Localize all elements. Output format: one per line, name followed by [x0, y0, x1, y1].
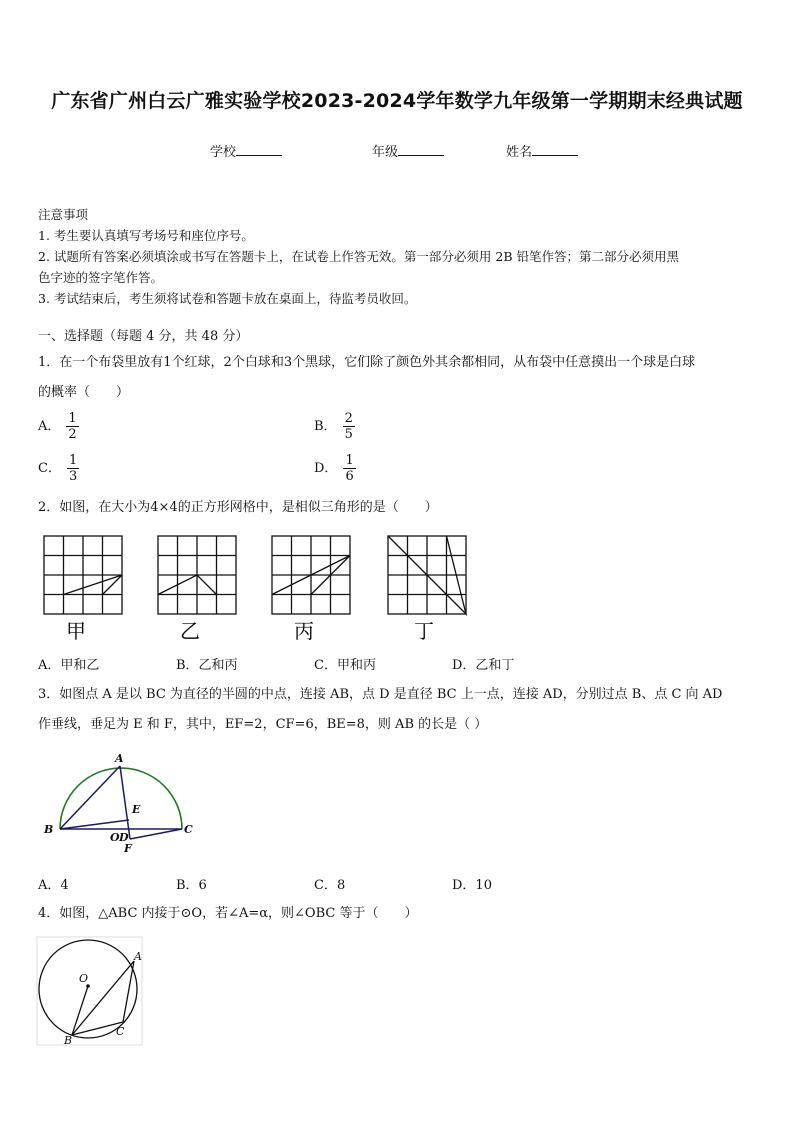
numerator: 2: [344, 411, 353, 426]
name-blank[interactable]: [532, 143, 578, 156]
denominator: 2: [68, 427, 77, 442]
q2-option-b[interactable]: B．乙和丙: [176, 658, 238, 673]
numerator: 1: [68, 411, 77, 426]
label-yi: 乙: [180, 619, 200, 643]
notice-item: 1. 考生要认真填写考场号和座位序号。: [38, 228, 254, 243]
q1-option-a[interactable]: [38, 411, 79, 442]
point-a-label: A: [134, 950, 142, 963]
q2-grid-figures: [38, 530, 478, 645]
exam-title: 广东省广州白云广雅实验学校2023-2024学年数学九年级第一学期期末经典试题: [51, 90, 743, 112]
q4-circle-figure: [36, 936, 148, 1048]
q2-stem: 2．如图，在大小为4×4的正方形网格中，是相似三角形的是（ ）: [38, 500, 438, 515]
q3-semicircle-figure: [38, 750, 208, 860]
numerator: 1: [345, 453, 354, 468]
school-field[interactable]: [210, 141, 282, 160]
grid-yi: [158, 536, 236, 614]
grade-blank[interactable]: [398, 143, 444, 156]
notice-item: 色字迹的签字笔作答。: [38, 270, 164, 285]
fraction: [66, 411, 78, 442]
perp-be: [60, 820, 129, 829]
q1-option-d[interactable]: [314, 453, 356, 484]
notice-item: 3. 考试结束后，考生须将试卷和答题卡放在桌面上，待监考员收回。: [38, 291, 417, 306]
grid-bing: [272, 536, 350, 614]
option-label: C．: [38, 461, 61, 476]
point-d-label: D: [119, 831, 129, 844]
school-label: 学校: [210, 145, 237, 160]
point-e-label: E: [132, 803, 141, 816]
q3-option-c[interactable]: C．8: [314, 878, 346, 893]
fraction: [67, 453, 79, 484]
option-label: D．: [314, 461, 338, 476]
q1-option-c[interactable]: [38, 453, 79, 484]
point-f-label: F: [124, 842, 132, 855]
q2-option-c[interactable]: C．甲和丙: [314, 658, 376, 673]
line-ad: [120, 766, 130, 839]
school-blank[interactable]: [236, 143, 282, 156]
q2-option-a[interactable]: A．甲和乙: [38, 658, 100, 673]
perp-cf: [130, 829, 182, 839]
denominator: 6: [345, 469, 354, 484]
q2-option-d[interactable]: D．乙和丁: [452, 658, 515, 673]
grid-jia: [44, 536, 122, 614]
point-o-label: O: [79, 972, 89, 985]
grade-label: 年级: [372, 145, 399, 160]
label-ding: 丁: [414, 619, 434, 643]
grid-ding: [388, 536, 466, 614]
q3-option-a[interactable]: A．4: [38, 878, 69, 893]
denominator: 3: [68, 469, 78, 484]
q3-option-d[interactable]: D．10: [452, 878, 492, 893]
section-heading: 一、选择题（每题 4 分，共 48 分）: [38, 329, 249, 344]
circle-o: [39, 940, 137, 1038]
point-a-label: A: [115, 752, 124, 765]
segment-ac: [123, 961, 134, 1022]
q1-option-b[interactable]: [314, 411, 355, 442]
name-field[interactable]: [506, 141, 578, 160]
q4-stem: 4．如图，△ABC 内接于⊙O，若∠A=α，则∠OBC 等于（ ）: [38, 906, 418, 921]
option-label: B．: [314, 419, 337, 434]
numerator: 1: [68, 453, 78, 468]
fraction: [343, 411, 355, 442]
grade-field[interactable]: [372, 141, 444, 160]
q3-option-b[interactable]: B．6: [176, 878, 207, 893]
q3-stem-line2: 作垂线，垂足为 E 和 F，其中，EF=2，CF=6，BE=8，则 AB 的长是（ ）: [38, 717, 488, 732]
q3-stem-line1: 3．如图点 A 是以 BC 为直径的半圆的中点，连接 AB，点 D 是直径 BC 上一点，连接 AD，分别过点 B、点 C 向 AD: [38, 687, 723, 702]
label-jia: 甲: [66, 619, 86, 643]
point-b-label: B: [44, 823, 54, 836]
point-o-label: O: [110, 831, 120, 844]
label-bing: 丙: [294, 619, 314, 643]
point-b-label: B: [64, 1034, 73, 1047]
q1-stem-line1: 1．在一个布袋里放有1个红球，2个白球和3个黑球，它们除了颜色外其余都相同，从布袋中任意摸出一个球是白球: [38, 355, 696, 370]
point-c-label: C: [116, 1025, 125, 1038]
notice-item: 2. 试题所有答案必须填涂或书写在答题卡上，在试卷上作答无效。第一部分必须用 2B 铅笔作答；第二部分必须用黑: [38, 249, 679, 264]
fraction: [343, 453, 355, 484]
name-label: 姓名: [506, 145, 533, 160]
q1-stem-line2: 的概率（ ）: [38, 385, 130, 400]
notice-heading: 注意事项: [38, 207, 89, 222]
segment-ob: [72, 986, 88, 1035]
denominator: 5: [344, 427, 353, 442]
option-label: A．: [38, 419, 61, 434]
point-c-label: C: [184, 823, 193, 836]
